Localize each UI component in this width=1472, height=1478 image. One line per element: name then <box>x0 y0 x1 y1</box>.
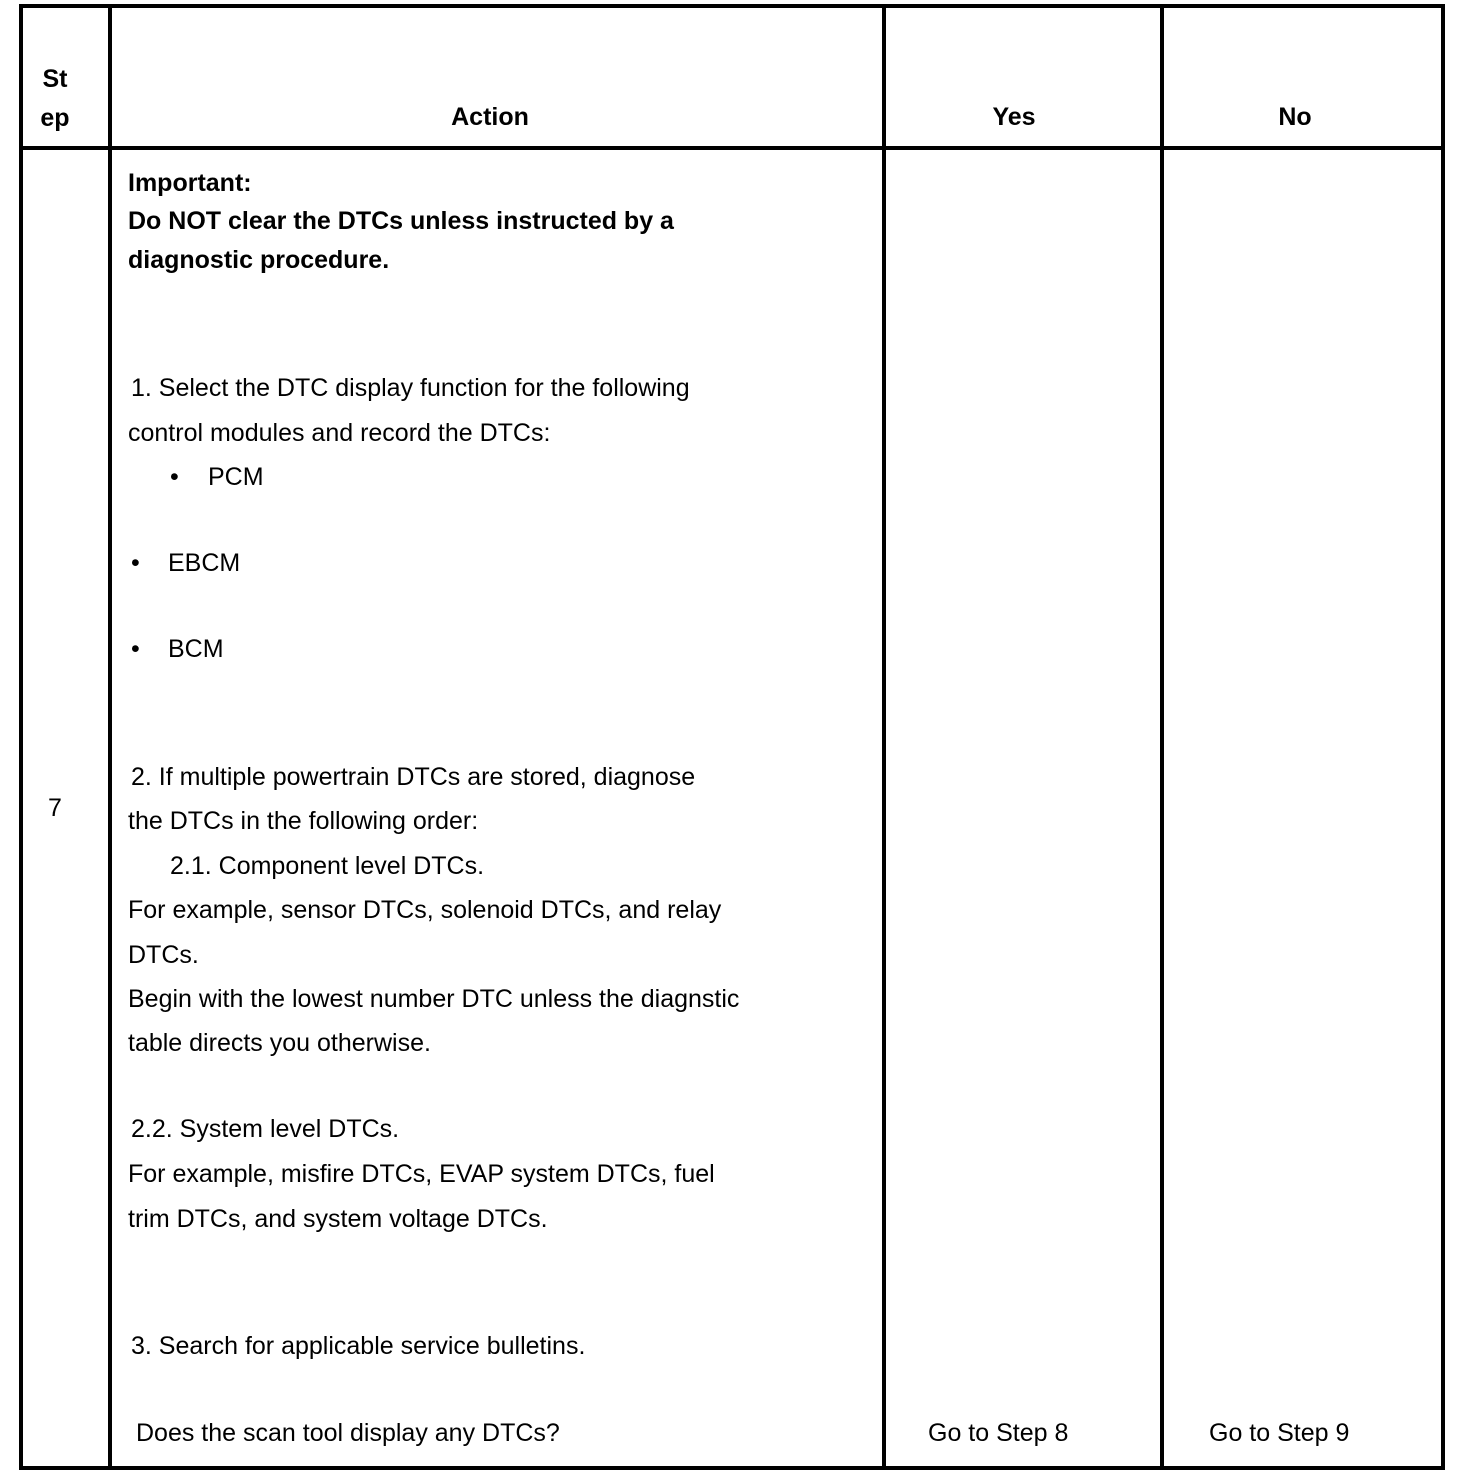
item2-line2: the DTCs in the following order: <box>128 807 479 835</box>
header-step-line1: St <box>42 65 68 93</box>
important-text-line1: Do NOT clear the DTCs unless instructed by a <box>128 207 674 235</box>
step-column-divider <box>108 4 112 1470</box>
action-column-divider <box>882 4 886 1470</box>
bullet-icon: • <box>170 463 179 491</box>
table-left-border <box>19 4 23 1470</box>
header-step-line2: ep <box>40 104 70 132</box>
bullet-icon: • <box>131 635 140 663</box>
item2-2-heading: 2.2. System level DTCs. <box>131 1115 400 1143</box>
table-right-border <box>1441 4 1445 1470</box>
header-bottom-border <box>19 146 1445 150</box>
item2-1-heading: 2.1. Component level DTCs. <box>170 852 485 880</box>
header-no: No <box>1278 103 1312 131</box>
item2-2-example-line2: trim DTCs, and system voltage DTCs. <box>128 1205 548 1233</box>
important-label: Important: <box>128 169 252 197</box>
item2-1-begin-line1: Begin with the lowest number DTC unless the diagnstic <box>128 985 740 1013</box>
table-top-border <box>19 4 1445 8</box>
item2-1-begin-line2: table directs you otherwise. <box>128 1029 431 1057</box>
question: Does the scan tool display any DTCs? <box>136 1419 560 1447</box>
important-text-line2: diagnostic procedure. <box>128 246 390 274</box>
yes-column-divider <box>1160 4 1164 1470</box>
item2-1-example-line1: For example, sensor DTCs, solenoid DTCs, and relay <box>128 896 722 924</box>
header-step <box>23 60 87 138</box>
item2-1-example-line2: DTCs. <box>128 941 199 969</box>
header-yes: Yes <box>992 103 1036 131</box>
header-action: Action <box>451 103 529 131</box>
bullet-item-bcm: BCM <box>168 635 224 663</box>
yes-result: Go to Step 8 <box>928 1419 1069 1447</box>
item3: 3. Search for applicable service bulletins. <box>131 1332 586 1360</box>
item2-line1: 2. If multiple powertrain DTCs are stored, diagnose <box>131 763 696 791</box>
bullet-item-pcm: PCM <box>208 463 264 491</box>
step-number: 7 <box>48 794 62 822</box>
table-bottom-border <box>19 1466 1445 1470</box>
bullet-item-ebcm: EBCM <box>168 549 241 577</box>
item1-line2: control modules and record the DTCs: <box>128 419 551 447</box>
item2-2-example-line1: For example, misfire DTCs, EVAP system DTCs, fuel <box>128 1160 715 1188</box>
item1-line1: 1. Select the DTC display function for the following <box>131 374 690 402</box>
no-result: Go to Step 9 <box>1209 1419 1350 1447</box>
bullet-icon: • <box>131 549 140 577</box>
